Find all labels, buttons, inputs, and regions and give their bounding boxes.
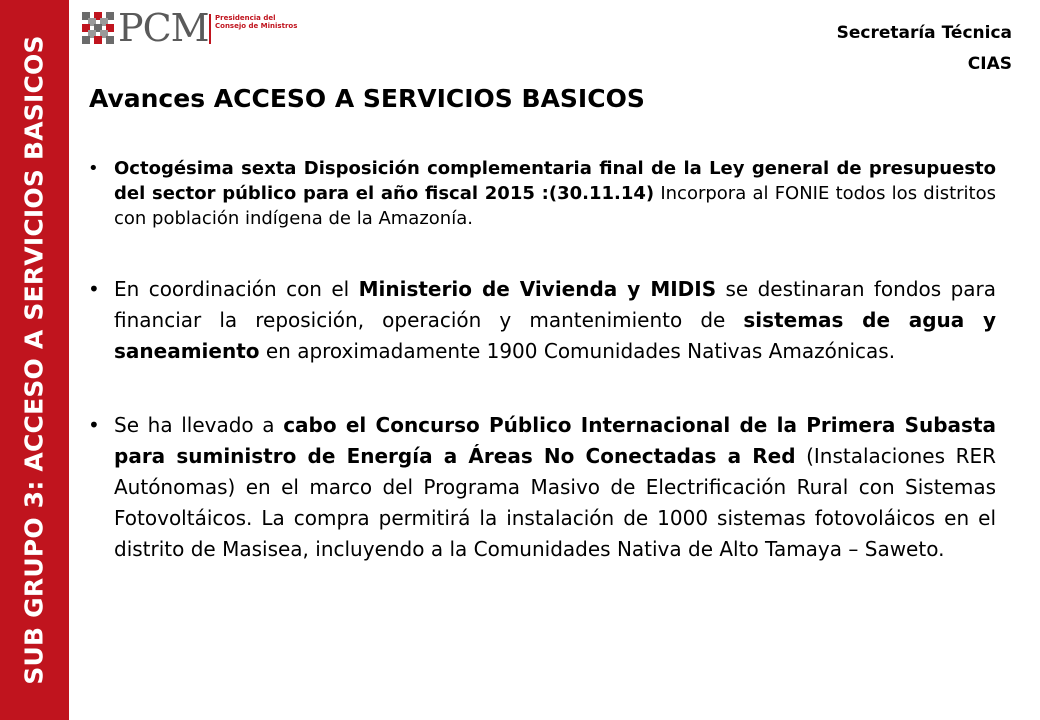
- bullet-text-bold: sistemas de agua y saneamiento: [114, 308, 996, 363]
- bullet-text-run: en aproximadamente 1900 Comunidades Nativas Amazónicas.: [259, 339, 896, 363]
- bullet-text-bold: Ministerio de Vivienda y MIDIS: [358, 277, 717, 301]
- bullet-list: [88, 156, 996, 565]
- bullet-dot: •: [88, 413, 100, 437]
- bullet-text-run: se destinaran fondos para financiar la reposición, operación y mantenimiento de: [114, 277, 997, 332]
- page-title: Avances ACCESO A SERVICIOS BASICOS: [89, 84, 645, 113]
- bullet-text: [114, 277, 996, 363]
- header-secretaria: Secretaría Técnica: [836, 23, 1012, 43]
- bullet-text-run: Se ha llevado a: [114, 413, 284, 437]
- bullet-text: [114, 158, 996, 229]
- bullet-dot: •: [88, 158, 99, 179]
- bullet-text: [114, 413, 996, 561]
- pcm-wordmark: PCM: [118, 6, 209, 50]
- pcm-logo: [82, 6, 302, 52]
- header-cias: CIAS: [967, 54, 1012, 74]
- bullet-item: [88, 274, 996, 367]
- bullet-text-run: En coordinación con el: [114, 277, 359, 301]
- bullet-item: [88, 410, 996, 565]
- bullet-item: [88, 156, 996, 231]
- bullet-text-run: Incorpora al FONIE todos los distritos con población indígena de la Amazonía.: [114, 183, 996, 229]
- sidebar-band: [0, 0, 69, 720]
- header-right: [837, 18, 1012, 80]
- bullet-text-bold: Octogésima sexta Disposición complementaria final de la Ley general de presupuesto del sector público para el año fiscal 2015 :(30.11.14): [114, 158, 996, 204]
- logo-divider: [209, 14, 211, 44]
- pcm-subtitle: Presidencia del Consejo de Ministros: [215, 14, 298, 30]
- bullet-text-bold: cabo el Concurso Público Internacional de la Primera Subasta para suministro de Energía a Áreas No Conectadas a Red: [114, 413, 997, 468]
- bullet-dot: •: [88, 277, 100, 301]
- pcm-logo-grid-icon: [82, 12, 114, 44]
- bullet-text-run: (Instalaciones RER Autónomas) en el marco del Programa Masivo de Electrificación Rural con Sistemas Fotovoltáicos. La compra permitirá la instalación de 1000 sistemas fotovoláicos en el distrito de Masisea, incluyendo a la Comunidades Nativa de Alto Tamaya – Saweto.: [114, 444, 996, 561]
- sidebar-vertical-title: SUB GRUPO 3: ACCESO A SERVICIOS BASICOS: [19, 35, 49, 685]
